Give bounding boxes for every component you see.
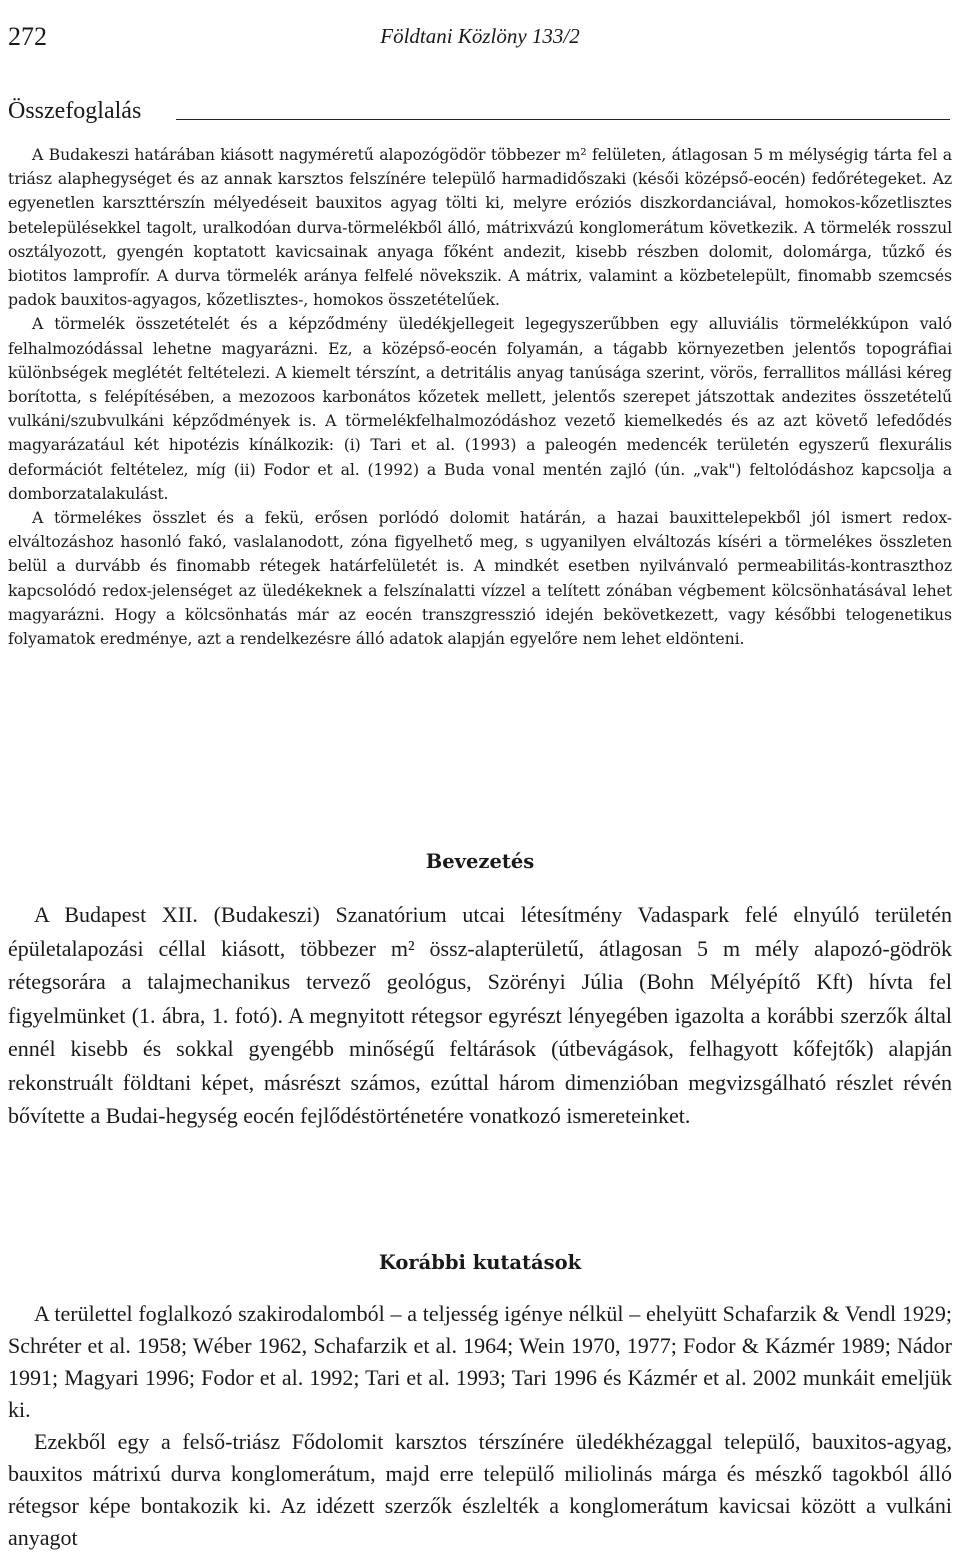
page-number: 272	[8, 22, 47, 51]
heading-rule	[176, 119, 950, 120]
running-head	[8, 22, 952, 52]
section-heading-introduction: Bevezetés	[425, 850, 535, 873]
prior-research-body	[8, 1298, 952, 1554]
introduction-body	[8, 898, 952, 1133]
abstract-paragraph: A törmelékes összlet és a fekü, erősen porlódó dolomit határán, a hazai bauxittelepekből jól ismert redox-elváltozáshoz hasonló fakó, vaslalanodott, zóna figyelhető meg, s ugyanilyen elváltozás kíséri a törmelékes összleten belül a durvább és finomabb rétegek határfelületét is. A mindkét esetben nyilvánvaló permeabilitás-kontraszthoz kapcsolódó redox-jelenséget az üledékeknek a felszínalatti vízzel a telített zónában végbement kölcsönhatásával lehet magyarázni. Hogy a kölcsönhatás már az eocén transzgresszió idején bekövetkezett, vagy későbbi telogenetikus folyamatok eredménye, azt a rendelkezésre álló adatok alapján egyelőre nem lehet eldönteni.	[8, 508, 952, 649]
abstract-paragraph: A törmelék összetételét és a képződmény üledékjellegeit legegyszerűbben egy alluviális törmelékkúpon való felhalmozódással lehetne magyarázni. Ez, a középső-eocén folyamán, a tágabb környezetben jelentős topográfiai különbségek meglétét feltételezi. A kiemelt térszínt, a detritális anyag tanúsága szerint, vörös, ferrallitos mállási kéreg borította, s felépítésében, a mezozoos karbonátos kőzetek mellett, jelentős szerepet játszottak andezites összetételű vulkáni/szubvulkáni képződmények is. A törmelékfelhalmozódáshoz vezető kiemelkedés és az azt követő lefedődés magyarázatául két hipotézis kínálkozik: (i) Tari et al. (1993) a paleogén medencék területén egyszerű flexurális deformációt feltételez, míg (ii) Fodor et al. (1992) a Buda vonal mentén zajló (ún. „vak") feltolódáshoz kapcsolja a domborzatalakulást.	[8, 314, 952, 503]
abstract-paragraph: A Budakeszi határában kiásott nagyméretű alapozógödör többezer m² felületen, átlagosan 5 m mélységig tárta fel a triász alaphegységet és az annak karsztos felszínére települő harmadidőszaki (késői középső-eocén) fedőrétegeket. Az egyenetlen karszttérszín mélyedéseit bauxitos agyag tölti ki, melyre eróziós diszkordanciával, homokos-kőzetlisztes betelepülésekkel tagolt, uralkodóan durva-törmelékből álló, mátrixvázú konglomerátum következik. A törmelék rosszul osztályozott, gyengén koptatott kavicsainak anyaga főként andezit, kisebb részben dolomit, dolomárga, tűzkő és biotitos lamprofír. A durva törmelék aránya felfelé növekszik. A mátrix, valamint a közbetelepült, finomabb szemcsés padok bauxitos-agyagos, kőzetlisztes-, homokos összetételűek.	[8, 145, 952, 310]
body-paragraph: Ezekből egy a felső-triász Fődolomit karsztos térszínére üledékhézaggal települő, bauxitos-agyag, bauxitos mátrixú durva konglomerátum, majd erre települő miliolinás márga és mészkő tagokból álló rétegsor képe bontakozik ki. Az idézett szerzők észlelték a konglomerátum kavicsai között a vulkáni anyagot	[8, 1429, 952, 1550]
body-paragraph: A Budapest XII. (Budakeszi) Szanatórium utcai létesítmény Vadaspark felé elnyúló területén épületalapozási céllal kiásott, többezer m² össz-alapterületű, átlagosan 5 m mély alapozó-gödrök rétegsorára a talajmechanikus tervező geológus, Szörényi Júlia (Bohn Mélyépítő Kft) hívta fel figyelmünket (1. ábra, 1. fotó). A megnyitott rétegsor egyrészt lényegében igazolta a korábbi szerzők által ennél kisebb és sokkal gyengébb minőségű feltárások (útbevágások, felhagyott kőfejtők) alapján rekonstruált földtani képet, másrészt számos, ezúttal három dimenzióban megvizsgálható részlet révén bővítette a Budai-hegység eocén fejlődéstörténetére vonatkozó ismereteinket.	[8, 902, 952, 1128]
abstract-heading: Összefoglalás	[8, 98, 142, 124]
body-paragraph: A területtel foglalkozó szakirodalomból – a teljesség igénye nélkül – ehelyütt Schafarzik & Vendl 1929; Schréter et al. 1958; Wéber 1962, Schafarzik et al. 1964; Wein 1970, 1977; Fodor & Kázmér 1989; Nádor 1991; Magyari 1996; Fodor et al. 1992; Tari et al. 1993; Tari 1996 és Kázmér et al. 2002 munkáit emeljük ki.	[8, 1301, 952, 1422]
journal-title: Földtani Közlöny 133/2	[380, 24, 580, 48]
section-heading-prior-research: Korábbi kutatások	[378, 1251, 582, 1274]
abstract-body	[8, 143, 952, 651]
